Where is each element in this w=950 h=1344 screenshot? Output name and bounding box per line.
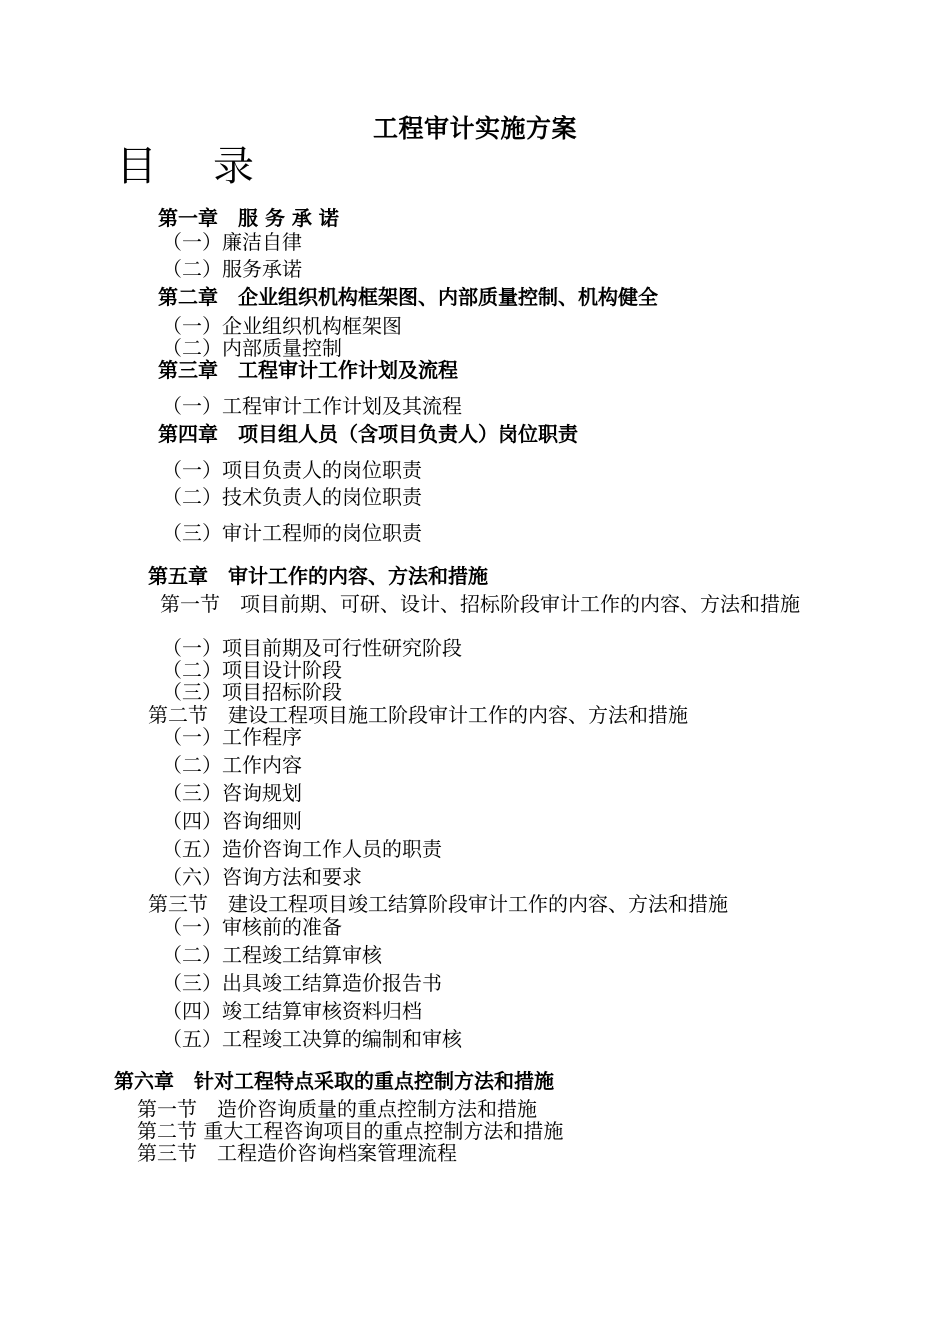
toc-item: （五）工程竣工决算的编制和审核 bbox=[162, 1027, 462, 1051]
toc-item: （一）工程审计工作计划及其流程 bbox=[162, 394, 462, 418]
toc-section: 第一节 造价咨询质量的重点控制方法和措施 bbox=[137, 1097, 537, 1121]
toc-item: （一）审核前的准备 bbox=[162, 915, 342, 939]
toc-item: （六）咨询方法和要求 bbox=[162, 865, 362, 889]
toc-item: （二）服务承诺 bbox=[162, 257, 302, 281]
toc-chapter-2: 第二章 企业组织机构框架图、内部质量控制、机构健全 bbox=[158, 285, 658, 309]
toc-item: （一）廉洁自律 bbox=[162, 230, 302, 254]
toc-item: （一）工作程序 bbox=[162, 725, 302, 749]
toc-section: 第三节 建设工程项目竣工结算阶段审计工作的内容、方法和措施 bbox=[148, 892, 728, 916]
toc-item: （三）审计工程师的岗位职责 bbox=[162, 521, 422, 545]
toc-section: 第二节 重大工程咨询项目的重点控制方法和措施 bbox=[137, 1119, 564, 1143]
toc-item: （四）竣工结算审核资料归档 bbox=[162, 999, 422, 1023]
toc-item: （一）项目负责人的岗位职责 bbox=[162, 458, 422, 482]
toc-chapter-6: 第六章 针对工程特点采取的重点控制方法和措施 bbox=[114, 1069, 554, 1093]
toc-item: （二）工程竣工结算审核 bbox=[162, 943, 382, 967]
toc-item: （四）咨询细则 bbox=[162, 809, 302, 833]
toc-item: （一）企业组织机构框架图 bbox=[162, 314, 402, 338]
toc-item: （一）项目前期及可行性研究阶段 bbox=[162, 636, 462, 660]
toc-item: （二）技术负责人的岗位职责 bbox=[162, 485, 422, 509]
toc-item: （三）项目招标阶段 bbox=[162, 680, 342, 704]
toc-section: 第一节 项目前期、可研、设计、招标阶段审计工作的内容、方法和措施 bbox=[160, 592, 800, 616]
toc-item: （五）造价咨询工作人员的职责 bbox=[162, 837, 442, 861]
toc-item: （二）工作内容 bbox=[162, 753, 302, 777]
toc-chapter-5: 第五章 审计工作的内容、方法和措施 bbox=[148, 564, 488, 588]
toc-chapter-1: 第一章 服 务 承 诺 bbox=[158, 206, 339, 230]
toc-item: （三）出具竣工结算造价报告书 bbox=[162, 971, 442, 995]
toc-heading: 目录 bbox=[116, 142, 310, 190]
toc-section: 第三节 工程造价咨询档案管理流程 bbox=[137, 1141, 457, 1165]
toc-chapter-3: 第三章 工程审计工作计划及流程 bbox=[158, 358, 458, 382]
toc-item: （三）咨询规划 bbox=[162, 781, 302, 805]
document-title: 工程审计实施方案 bbox=[372, 114, 577, 143]
toc-chapter-4: 第四章 项目组人员（含项目负责人）岗位职责 bbox=[158, 422, 578, 446]
toc-item: （二）项目设计阶段 bbox=[162, 658, 342, 682]
toc-section: 第二节 建设工程项目施工阶段审计工作的内容、方法和措施 bbox=[148, 703, 688, 727]
toc-item: （二）内部质量控制 bbox=[162, 336, 342, 360]
